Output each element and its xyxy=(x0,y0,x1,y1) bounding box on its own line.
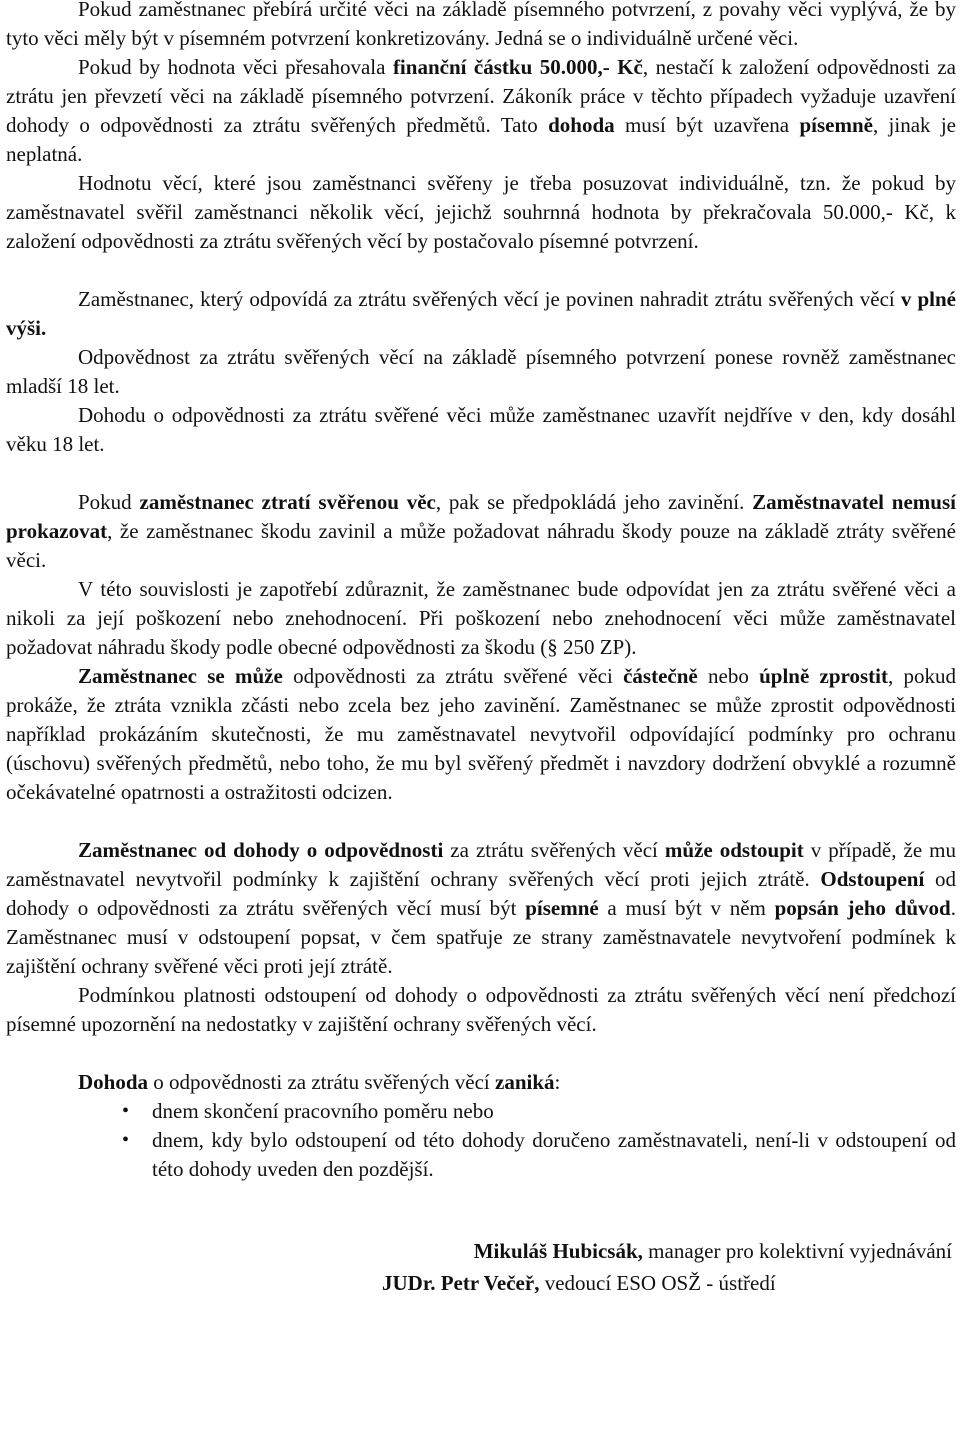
paragraph-minors: Odpovědnost za ztrátu svěřených věcí na základě písemného potvrzení ponese rovněž zaměstnanec mladší 18 let. xyxy=(6,345,956,398)
signature-line-2: JUDr. Petr Večeř, vedoucí ESO OSŽ - ústředí xyxy=(382,1271,776,1295)
spacer xyxy=(6,1213,956,1235)
list-item: • dnem skončení pracovního poměru nebo xyxy=(6,1097,956,1126)
spacer xyxy=(6,1039,956,1068)
spacer xyxy=(6,1184,956,1213)
bullet-icon: • xyxy=(122,1129,130,1151)
paragraph-full-compensation: Zaměstnanec, který odpovídá za ztrátu svěřených věcí je povinen nahradit ztrátu svěřených věcí v plné výši. xyxy=(6,287,957,340)
spacer xyxy=(6,256,956,285)
signature-line-1: Mikuláš Hubicsák, manager pro kolektivní vyjednávání xyxy=(473,1239,952,1263)
paragraph-presumed-fault: Pokud zaměstnanec ztratí svěřenou věc, pak se předpokládá jeho zavinění. Zaměstnavatel nemusí prokazovat, že zaměstnanec škodu zavinil a může požadovat náhradu škody pouze na základě ztráty svěřené věci. xyxy=(6,490,956,572)
termination-list xyxy=(6,1097,956,1184)
bullet-icon: • xyxy=(122,1100,130,1122)
paragraph-individual-assessment: Hodnotu věcí, které jsou zaměstnanci svěřeny je třeba posuzovat individuálně, tzn. že pokud by zaměstnavatel svěřil zaměstnanci několik věcí, jejichž souhrnná hodnota by překračovala 50.000,- Kč, k založení odpovědnosti za ztrátu svěřených věcí by postačovalo písemné potvrzení. xyxy=(6,171,956,253)
spacer xyxy=(6,459,956,488)
list-item: • dnem, kdy bylo odstoupení od této dohody doručeno zaměstnavateli, není-li v odstoupení od této dohody uveden den pozdější. xyxy=(122,1128,956,1181)
paragraph-exemption: Zaměstnanec se může odpovědnosti za ztrátu svěřené věci částečně nebo úplně zprostit, pokud prokáže, že ztráta vznikla zčásti nebo zcela bez jeho zavinění. Zaměstnanec se může zprostit odpovědnosti například prokázáním skutečnosti, že mu zaměstnavatel nevytvořil odpovídající podmínky pro ochranu (úschovu) svěřených předmětů, nebo toho, že mu byl svěřený předmět i navzdory dodržení obvyklé a rozumně očekávatelné opatrnosti a ostražitosti odcizen. xyxy=(6,664,956,804)
spacer xyxy=(6,807,956,836)
paragraph-withdrawal-validity: Podmínkou platnosti odstoupení od dohody o odpovědnosti za ztrátu svěřených věcí není předchozí písemné upozornění na nedostatky v zajištění ochrany svěřených věcí. xyxy=(6,983,956,1036)
paragraph-value-threshold: Pokud by hodnota věci přesahovala finanční částku 50.000,- Kč, nestačí k založení odpovědnosti za ztrátu jen převzetí věci na základě písemného potvrzení. Zákoník práce v těchto případech vyžaduje uzavření dohody o odpovědnosti za ztrátu svěřených předmětů. Tato dohoda musí být uzavřena písemně, jinak je neplatná. xyxy=(6,55,957,166)
paragraph-individual-items: Pokud zaměstnanec přebírá určité věci na základě písemného potvrzení, z povahy věci vyplývá, že by tyto věci měly být v písemném potvrzení konkretizovány. Jedná se o individuálně určené věci. xyxy=(6,0,956,50)
paragraph-termination-intro: Dohoda o odpovědnosti za ztrátu svěřených věcí zaniká: xyxy=(78,1070,561,1094)
paragraph-damage-scope: V této souvislosti je zapotřebí zdůraznit, že zaměstnanec bude odpovídat jen za ztrátu svěřené věci a nikoli za její poškození nebo znehodnocení. Při poškození nebo znehodnocení věci může zaměstnavatel požadovat náhradu škody podle obecné odpovědnosti za škodu (§ 250 ZP). xyxy=(6,577,956,659)
paragraph-age-limit: Dohodu o odpovědnosti za ztrátu svěřené věci může zaměstnanec uzavřít nejdříve v den, kdy dosáhl věku 18 let. xyxy=(6,403,956,456)
document xyxy=(6,0,956,1299)
signature-block xyxy=(6,1235,956,1299)
paragraph-withdrawal: Zaměstnanec od dohody o odpovědnosti za ztrátu svěřených věcí může odstoupit v případě, že mu zaměstnavatel nevytvořil podmínky k zajištění ochrany svěřených věcí proti jejich ztrátě. Odstoupení od dohody o odpovědnosti za ztrátu svěřených věcí musí být písemné a musí být v něm popsán jeho důvod. Zaměstnanec musí v odstoupení popsat, v čem spatřuje ze strany zaměstnavatele nevytvoření podmínek k zajištění ochrany svěřené věci proti její ztrátě. xyxy=(6,838,956,978)
